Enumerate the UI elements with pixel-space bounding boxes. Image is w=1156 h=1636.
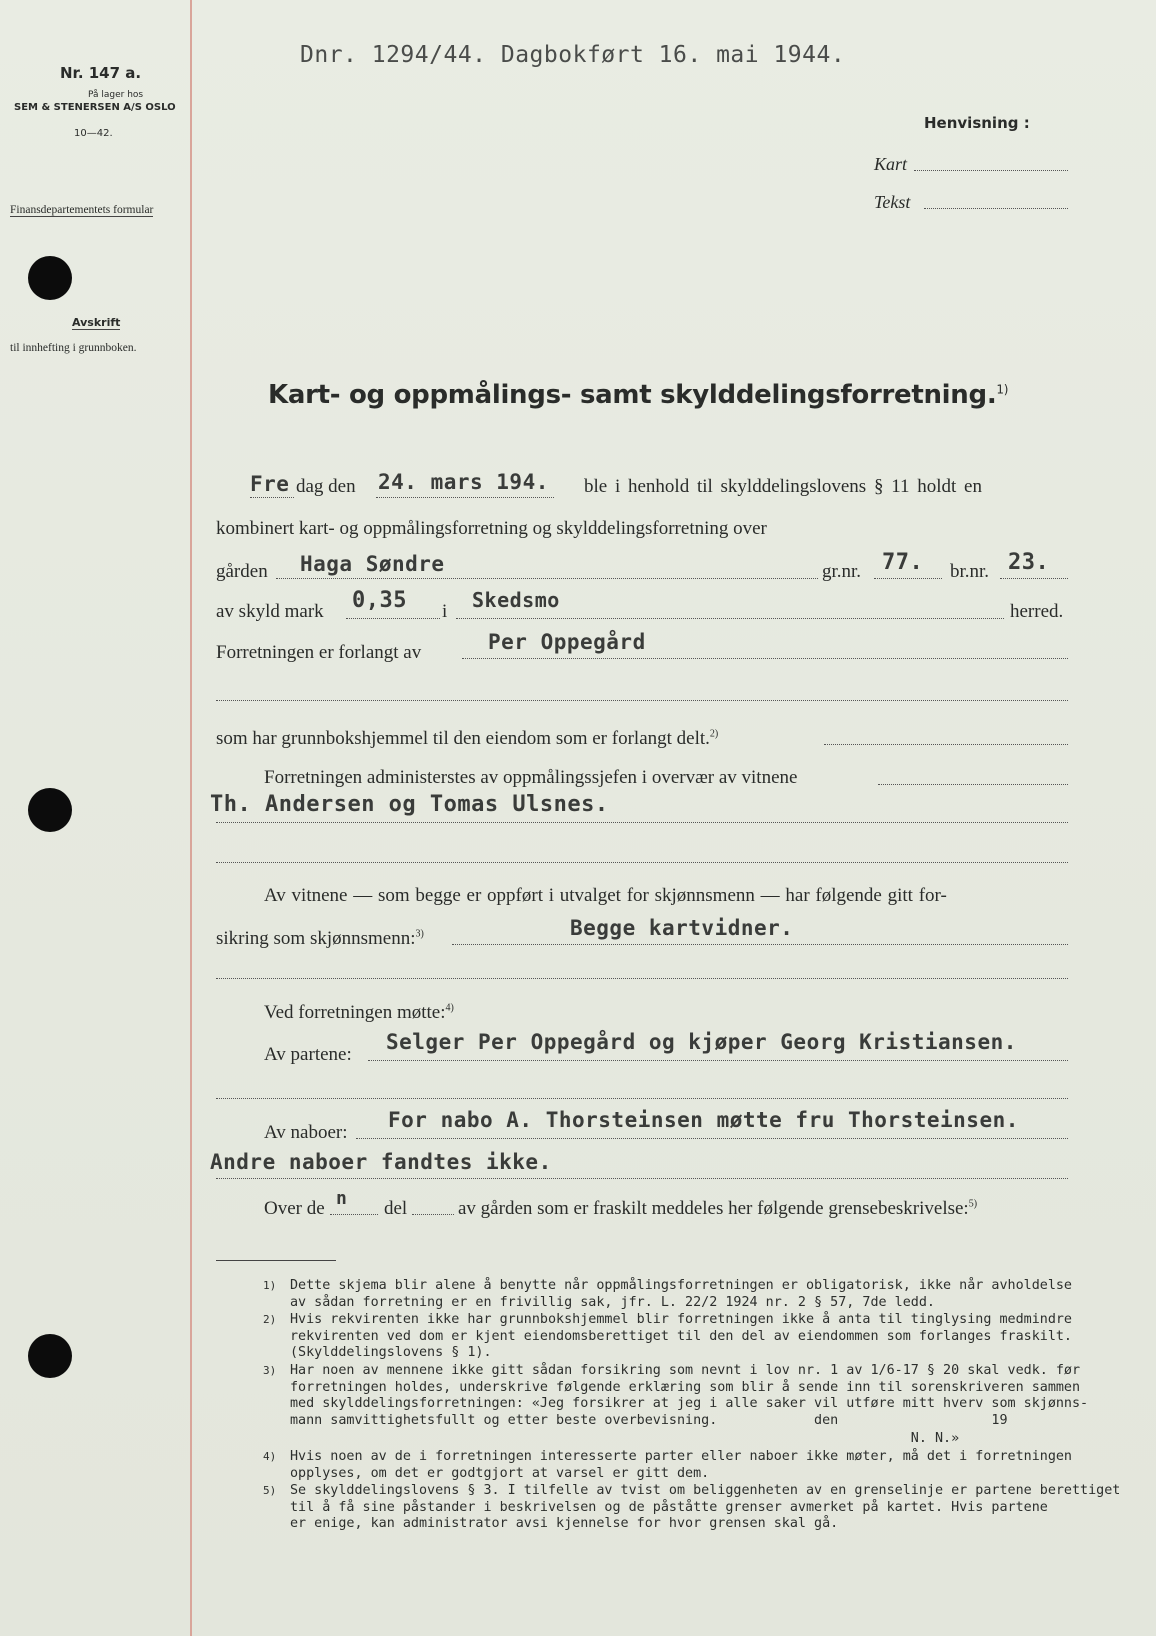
herred-line bbox=[456, 618, 1004, 619]
weekday-line bbox=[250, 497, 294, 498]
forlangt-label: Forretningen er forlangt av bbox=[216, 642, 422, 663]
row6-note: 2) bbox=[709, 728, 719, 740]
punch-hole-middle bbox=[28, 788, 72, 832]
footnote-4-mark: 4) bbox=[263, 1450, 277, 1463]
naboer-line bbox=[356, 1138, 1068, 1139]
naboer-fill: For nabo A. Thorsteinsen møtte fru Thorsteinsen. bbox=[388, 1108, 1019, 1132]
footnote-3-line-4: mann samvittighetsfullt og etter beste overbevisning. den 19 bbox=[290, 1412, 1008, 1428]
row6-line bbox=[824, 744, 1068, 745]
footnote-1-line-1: Dette skjema blir alene å benytte når oppmålingsforretningen er obligatorisk, ikke når avholdelse bbox=[290, 1278, 1072, 1293]
footnote-1-mark: 1) bbox=[263, 1279, 277, 1292]
blank-line-3 bbox=[216, 978, 1068, 979]
partene-line bbox=[368, 1060, 1068, 1061]
copy-title: Avskrift bbox=[72, 316, 121, 329]
brnr-fill: 23. bbox=[1008, 550, 1050, 575]
brnr-line bbox=[1000, 578, 1068, 579]
other-neighbours-line bbox=[216, 1178, 1068, 1179]
footnote-3-mark: 3) bbox=[263, 1364, 277, 1377]
weekday-fill: Fre bbox=[250, 472, 290, 496]
over-de-fill: n bbox=[336, 1188, 348, 1209]
over-de-line bbox=[330, 1214, 378, 1215]
partene-label: Av partene: bbox=[264, 1044, 352, 1065]
footnote-5-line-1: Se skylddelingslovens § 3. I tilfelle av tvist om beliggenheten av en grenselinje er partene berettiget bbox=[290, 1483, 1121, 1498]
tekst-line bbox=[924, 208, 1068, 209]
tekst-label: Tekst bbox=[874, 192, 911, 212]
skyld-label: av skyld mark bbox=[216, 601, 324, 622]
row9-text: Av vitnene — som begge er oppført i utvalget for skjønnsmenn — har følgende gitt for- bbox=[264, 885, 947, 906]
garden-fill: Haga Søndre bbox=[300, 552, 445, 576]
i-label: i bbox=[442, 601, 448, 622]
forlangt-line bbox=[462, 658, 1068, 659]
footnote-divider bbox=[216, 1260, 336, 1261]
row15-text bbox=[458, 1198, 977, 1220]
row1-rest: ble i henhold til skylddelingslovens § 11 holdt en bbox=[584, 476, 982, 497]
footnote-5-line-2: til å få sine påstander i beskrivelsen og de påståtte grenser avmerket på kartet. Hvis partene bbox=[290, 1499, 1048, 1515]
naboer-label: Av naboer: bbox=[264, 1122, 348, 1143]
over-de-label: Over de bbox=[264, 1198, 325, 1219]
grnr-label: gr.nr. bbox=[822, 561, 862, 582]
diary-stamp: Dnr. 1294/44. Dagbokført 16. mai 1944. bbox=[300, 42, 846, 68]
del-label: del bbox=[384, 1198, 408, 1219]
reference-label: Henvisning : bbox=[924, 114, 1030, 132]
partene-fill: Selger Per Oppegård og kjøper Georg Kristiansen. bbox=[386, 1030, 1017, 1054]
skyld-line bbox=[346, 618, 440, 619]
footnote-2-mark: 2) bbox=[263, 1313, 277, 1326]
document-title-text: Kart- og oppmålings- samt skylddelingsforretning. bbox=[268, 380, 997, 410]
garden-line bbox=[276, 578, 818, 579]
herred-fill: Skedsmo bbox=[472, 588, 560, 612]
publisher-line2: SEM & STENERSEN A/S OSLO bbox=[14, 102, 176, 113]
row15-note: 5) bbox=[968, 1198, 978, 1210]
del-line bbox=[412, 1214, 454, 1215]
other-neighbours-fill: Andre naboer fandtes ikke. bbox=[210, 1150, 552, 1174]
witnesses-fill: Th. Andersen og Tomas Ulsnes. bbox=[210, 792, 609, 817]
row2-text: kombinert kart- og oppmålingsforretning og skylddelingsforretning over bbox=[216, 518, 767, 539]
row10-line bbox=[452, 944, 1068, 945]
forlangt-fill: Per Oppegård bbox=[488, 630, 646, 654]
row10-note: 3) bbox=[415, 928, 424, 940]
blank-line-2 bbox=[216, 862, 1068, 863]
footnote-3-line-1: Har noen av mennene ikke gitt sådan forsikring som nevnt i lov nr. 1 av 1/6-17 § 20 skal vedk. før bbox=[290, 1363, 1081, 1378]
footnote-3-signature: N. N.» bbox=[290, 1431, 960, 1446]
footnotes bbox=[0, 1278, 1156, 1532]
publisher-line1: På lager hos bbox=[88, 90, 144, 100]
row7-text: Forretningen administerstes av oppmålingssjefen i overvær av vitnene bbox=[264, 767, 798, 788]
row11-text bbox=[264, 1002, 454, 1024]
footnote-2-line-2: rekvirenten ved dom er kjent eiendomsberettiget til den del av eiendommen som forlanges fraskilt. bbox=[290, 1328, 1072, 1344]
footnote-2-line-1: Hvis rekvirenten ikke har grunnbokshjemmel blir forretningen ikke å anta til tinglysing medmindre bbox=[290, 1312, 1072, 1327]
witnesses-line bbox=[216, 822, 1068, 823]
kart-line bbox=[914, 170, 1068, 171]
row10-fill: Begge kartvidner. bbox=[570, 916, 794, 940]
footnote-4-line-2: opplyses, om det er godtgjort at varsel er gitt dem. bbox=[290, 1465, 710, 1481]
document-title bbox=[268, 380, 1008, 410]
footnote-5-line-3: er enige, kan administrator avsi kjennelse for hvor grensen skal gå. bbox=[290, 1516, 839, 1532]
footnote-1-line-2: av sådan forretning er en frivillig sak, jfr. L. 22/2 1924 nr. 2 § 57, 7de ledd. bbox=[290, 1294, 935, 1310]
row11-note: 4) bbox=[445, 1002, 454, 1014]
skyld-fill: 0,35 bbox=[352, 588, 407, 613]
title-note: 1) bbox=[996, 382, 1009, 397]
row11-label: Ved forretningen møtte: bbox=[264, 1002, 446, 1023]
row6-label: som har grunnbokshjemmel til den eiendom som er forlangt delt. bbox=[216, 728, 710, 749]
date-fill: 24. mars 194. bbox=[378, 470, 549, 494]
footnote-4-line-1: Hvis noen av de i forretningen interesserte parter eller naboer ikke møter, må det i forretningen bbox=[290, 1449, 1072, 1464]
footnote-2-line-3: (Skylddelingslovens § 1). bbox=[290, 1345, 492, 1361]
blank-line-1 bbox=[216, 700, 1068, 701]
garden-label: gården bbox=[216, 561, 268, 582]
footnote-5-mark: 5) bbox=[263, 1484, 277, 1497]
publisher-date: 10—42. bbox=[74, 128, 113, 139]
dag-den-label: dag den bbox=[296, 476, 356, 497]
form-number: Nr. 147 a. bbox=[60, 64, 142, 82]
ministry-form-label: Finansdepartementets formular bbox=[10, 204, 154, 216]
kart-label: Kart bbox=[874, 154, 908, 174]
grnr-line bbox=[874, 578, 942, 579]
row10-label: sikring som skjønnsmenn: bbox=[216, 928, 416, 949]
date-line bbox=[376, 497, 554, 498]
punch-hole-top bbox=[28, 256, 72, 300]
row15-rest: av gården som er fraskilt meddeles her følgende grensebeskrivelse: bbox=[458, 1198, 969, 1219]
footnote-3-line-3: med skylddelingsforretningen: «Jeg forsikrer at jeg i alle saker vil utføre mitt hverv som skjønns- bbox=[290, 1396, 1089, 1412]
grnr-fill: 77. bbox=[882, 550, 924, 575]
blank-line-4 bbox=[216, 1098, 1068, 1099]
footnote-3-line-2: forretningen holdes, underskrive følgende erklæring som blir å sende inn til sorenskriveren sammen bbox=[290, 1379, 1081, 1395]
row7-line bbox=[878, 784, 1068, 785]
copy-note: til innhefting i grunnboken. bbox=[10, 342, 137, 354]
herred-label: herred. bbox=[1010, 601, 1064, 622]
brnr-label: br.nr. bbox=[950, 561, 990, 582]
row10-text bbox=[216, 928, 424, 950]
row6-text bbox=[216, 728, 718, 750]
